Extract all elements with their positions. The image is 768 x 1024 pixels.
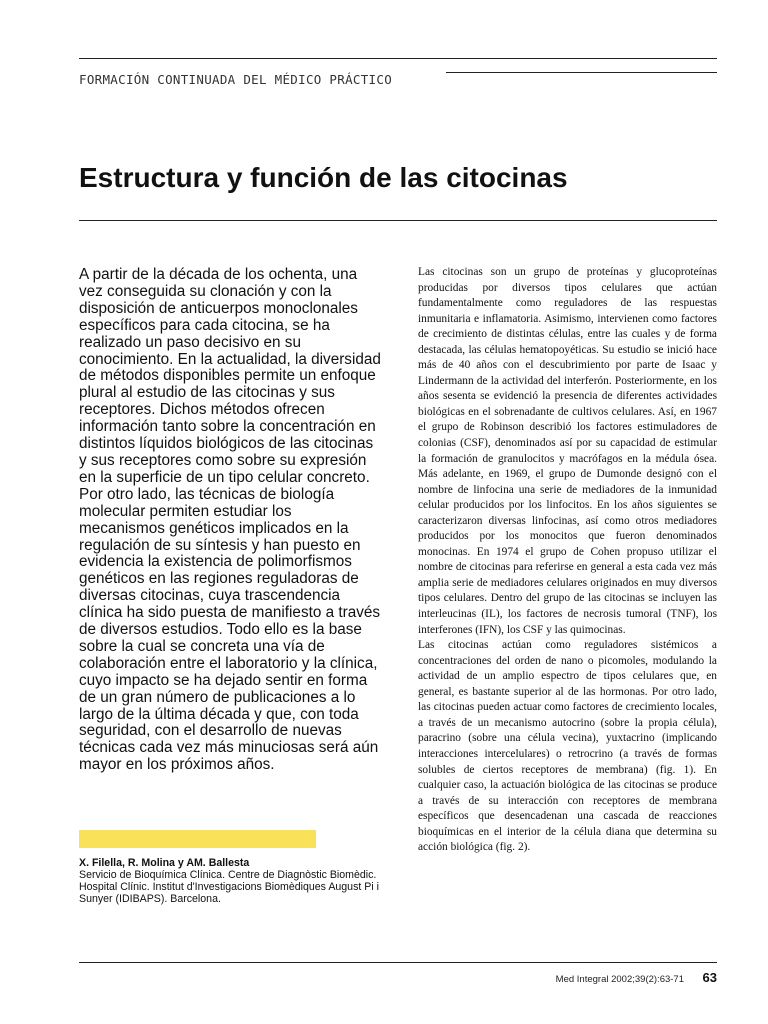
page-number: 63 [702,970,717,985]
body-paragraph: Las citocinas actúan como reguladores sistémicos a concentraciones del orden de nano o picomoles, modulando la actividad de un amplio espectro de tipos celulares que, en general, es bastante superior al de las hormonas. Por otro lado, las citocinas pueden actuar como factores de crecimiento locales, a través de un mecanismo autocrino (sobre la propia célula), paracrino (sobre una célula vecina), yuxtacrino (implicando interacciones intercelulares) o retrocrino (a través de formas solubles de ciertos receptores de membrana) (fig. 1). En cualquier caso, la actuación biológica de las citocinas se produce a través de su interacción con receptores de membrana específicos que desencadenan una cascada de reacciones bioquímicas en el interior de la célula diana que determina su acción biológica (fig. 2). [418,639,717,854]
author-affiliation: Servicio de Bioquímica Clínica. Centre de Diagnòstic Biomèdic. Hospital Clínic. Institut d'Investigacions Biomèdiques August Pi i Sunyer (IDIBAPS). Barcelona. [79,869,379,905]
body-text [418,265,717,856]
author-names: X. Filella, R. Molina y AM. Ballesta [79,857,250,869]
section-label: FORMACIÓN CONTINUADA DEL MÉDICO PRÁCTICO [79,72,393,87]
header-rule-right [446,72,717,73]
footer-rule [79,962,717,963]
title-rule [79,220,717,221]
author-block [79,857,379,905]
highlight-bar [79,830,316,848]
body-paragraph: Las citocinas son un grupo de proteínas y glucoproteínas producidas por diversos tipos celulares que actúan fundamentalmente como reguladores de las respuestas inmunitaria e inflamatoria. Asimismo, intervienen como factores de crecimiento de distintas células, entre las cuales y de forma destacada, las células hematopoyéticas. Su estudio se inició hace más de 40 años con el descubrimiento por parte de Isaac y Lindermann de la actividad del interferón. Posteriormente, en los años sesenta se evidenció la presencia de diferentes actividades biológicas en el sobrenadante de cultivos celulares. Así, en 1967 el grupo de Robinson describió los factores estimuladores de colonias (CSF), denominados así por su capacidad de estimular la formación de granulocitos y macrófagos en la médula ósea. Más adelante, en 1969, el grupo de Dumonde designó con el nombre de linfocina una serie de mediadores de la inmunidad celular producidos por los linfocitos. En los años siguientes se caracterizaron diversas linfocinas, así como otros mediadores producidos por los monocitos que fueron denominados monocinas. En 1974 el grupo de Cohen propuso utilizar el nombre de citocinas para referirse en general a esta cada vez más amplia serie de mediadores celulares originados en muy diversos tipos celulares. Dentro del grupo de las citocinas se incluyen las interleucinas (IL), los factores de necrosis tumoral (TNF), los interferones (IFN), los CSF y las quimocinas. [418,266,717,636]
abstract: A partir de la década de los ochenta, una vez conseguida su clonación y con la disposición de anticuerpos monoclonales específicos para cada citocina, se ha realizado un paso decisivo en su conocimiento. En la actualidad, la diversidad de métodos disponibles permite un enfoque plural al estudio de las citocinas y sus receptores. Dichos métodos ofrecen información tanto sobre la concentración en distintos líquidos biológicos de las citocinas y sus receptores como sobre su expresión en la superficie de un tipo celular concreto. Por otro lado, las técnicas de biología molecular permiten estudiar los mecanismos genéticos implicados en la regulación de su síntesis y han puesto en evidencia la existencia de polimorfismos genéticos en las regiones reguladoras de diversas citocinas, cuya trascendencia clínica ha sido puesta de manifiesto a través de diversos estudios. Todo ello es la base sobre la cual se concreta una vía de colaboración entre el laboratorio y la clínica, cuyo impacto se ha dejado sentir en forma de un gran número de publicaciones a lo largo de la última década y que, con toda seguridad, con el desarrollo de nuevas técnicas cada vez más minuciosas será aún mayor en los próximos años. [79,266,381,774]
top-rule [79,58,717,59]
journal-citation: Med Integral 2002;39(2):63-71 [555,974,684,985]
article-title: Estructura y función de las citocinas [79,162,568,193]
